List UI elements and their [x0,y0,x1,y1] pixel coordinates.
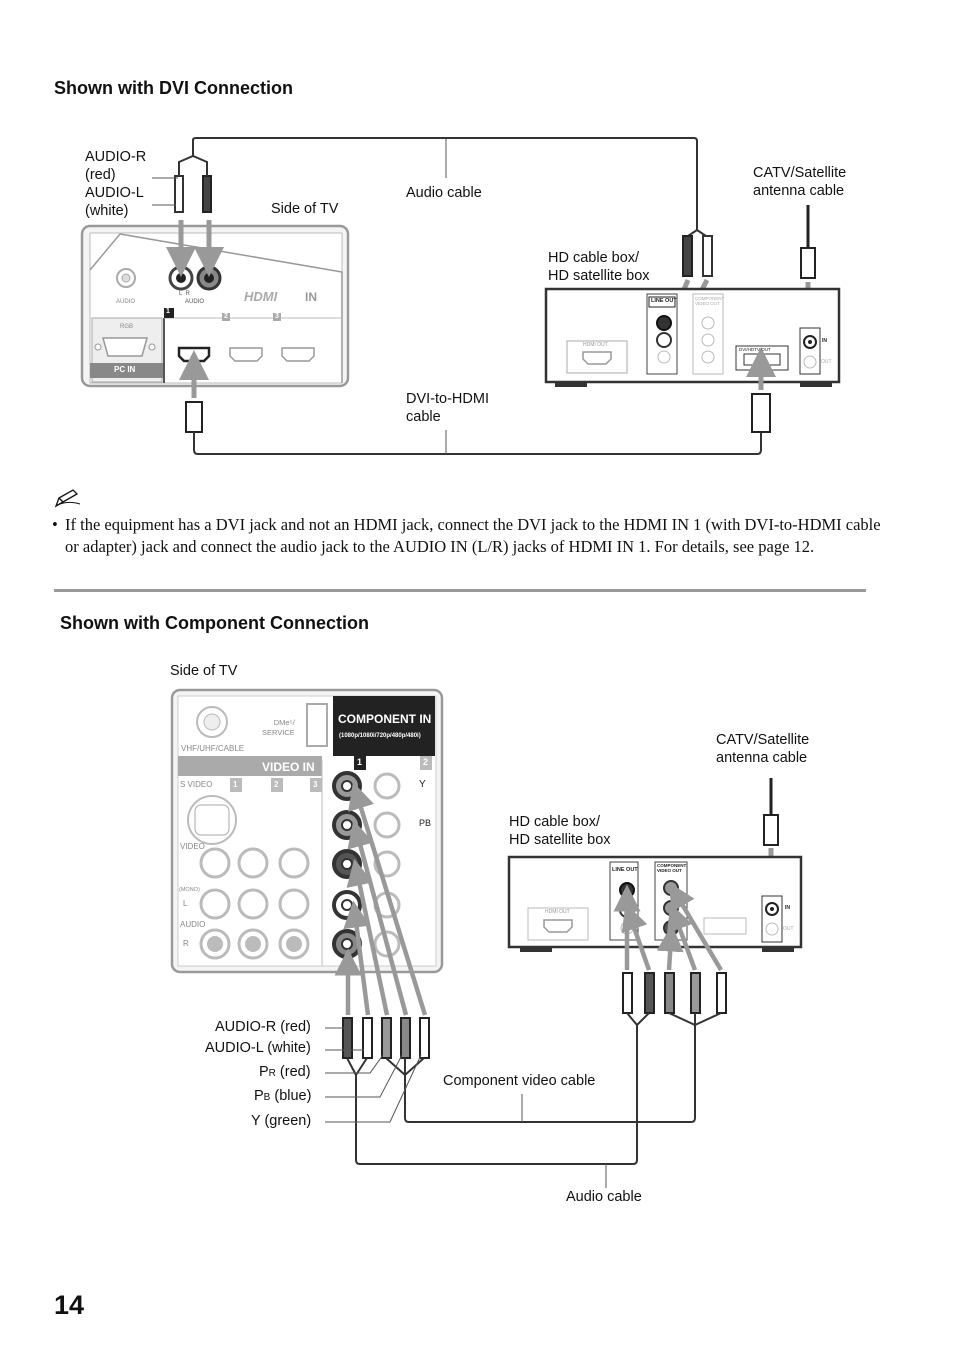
comp-tv-l-label: L [183,899,188,908]
dvi-box-hdmi-out: HDMI OUT [583,342,608,348]
comp-tv-audio-label: AUDIO [180,920,206,929]
comp-tv-port-2: 2 [274,780,279,789]
comp-pr-label [259,1064,311,1083]
comp-box-hdmi-out: HDMI OUT [545,909,570,915]
comp-tv-vhf-label: VHF/UHF/CABLE [181,744,245,753]
comp-tv-component-in: COMPONENT IN [338,712,432,726]
dvi-audio-cable-label: Audio cable [406,185,482,201]
comp-tv-svideo-label: S VIDEO [180,780,213,789]
dvi-tv-port-1: 1 [166,308,170,315]
dvi-box-dvi-out: DVI/HDTV OUT [739,347,771,352]
note-text: If the equipment has a DVI jack and not an HDMI jack, connect the DVI jack to the HDMI IN 1 (with DVI-to-HDMI cable or adapter) jack and connect the audio jack to the AUDIO IN (L/R) jacks of HDMI IN 1. For details, see page 12. [65,515,881,556]
note-paragraph [52,514,882,557]
comp-tv-comp-port-2: 2 [423,757,429,767]
dvi-side-of-tv-label: Side of TV [271,201,339,217]
comp-box-line-out: LINE OUT [612,867,638,873]
comp-pr-sub: R [268,1068,276,1079]
comp-audio-l-label: AUDIO-L (white) [205,1040,311,1056]
dvi-tv-audio-lr: L R [179,291,190,297]
dvi-tv-audio-label: AUDIO [116,299,136,305]
dvi-box-line-out: LINE OUT [651,298,677,304]
comp-catv-label: CATV/Satellite antenna cable [716,732,810,766]
dvi-hd-box [546,289,839,387]
dvi-tv-rgb-label: RGB [120,324,134,330]
section-divider [54,589,866,592]
component-section-title: Shown with Component Connection [60,613,369,633]
pencil-note-icon [54,488,82,508]
comp-pr-suffix: (red) [275,1064,311,1080]
dvi-audio-r-label: AUDIO-R (red) [85,149,147,183]
dvi-tv-port-3: 3 [275,313,279,320]
dvi-hd-box-label: HD cable box/ HD satellite box [548,250,650,284]
dvi-hdmi-cable-label: DVI-to-HDMI cable [406,391,489,425]
comp-tv-pb-label: PB [419,818,432,828]
dvi-tv-port-2: 2 [224,313,228,320]
dvi-section-title: Shown with DVI Connection [54,78,293,98]
comp-pr-letter: P [259,1064,269,1080]
comp-tv-dme-label: DMe⁵/ SERVICE [262,718,295,737]
comp-audio-r-label: AUDIO-R (red) [215,1019,311,1035]
comp-tv-video-in: VIDEO IN [262,760,315,774]
comp-box-in: IN [785,905,790,911]
dvi-tv-panel [82,226,348,386]
comp-tv-y-label: Y [419,779,426,790]
comp-hd-box-label: HD cable box/ HD satellite box [509,814,611,848]
note-bullet: • [52,515,58,534]
comp-pb-label [254,1088,311,1107]
comp-box-out: OUT [783,926,794,932]
comp-box-component-out: COMPONENT VIDEO OUT [657,863,687,873]
component-tv-plugs [343,1018,695,1164]
dvi-tv-audio-small: AUDIO [185,299,205,305]
svg-text:HDMI: HDMI [244,289,278,304]
comp-pb-letter: P [254,1088,264,1104]
comp-y-label: Y (green) [251,1113,312,1129]
comp-pb-suffix: (blue) [270,1088,312,1104]
dvi-tv-hdmi-in-label: IN [305,290,317,304]
comp-pb-sub: B [263,1092,271,1103]
comp-tv-port-1: 1 [233,780,238,789]
dvi-box-in: IN [822,338,827,344]
comp-side-of-tv-label: Side of TV [170,663,238,679]
page-number: 14 [54,1290,85,1320]
comp-audio-cable-label: Audio cable [566,1189,642,1205]
dvi-tv-pc-in-label: PC IN [114,365,136,374]
dvi-box-out: OUT [821,359,832,365]
component-hd-box [509,857,801,952]
dvi-box-component-out: COMPONENT VIDEO OUT [695,296,725,306]
comp-tv-video-label: VIDEO [180,842,205,851]
comp-video-cable-label: Component video cable [443,1073,596,1089]
dvi-catv-label: CATV/Satellite antenna cable [753,165,847,199]
comp-tv-component-res: (1080p/1080i/720p/480p/480i) [339,733,421,739]
comp-tv-comp-port-1: 1 [357,757,363,767]
comp-tv-r-label: R [183,939,189,948]
component-box-plugs [623,973,726,1025]
comp-tv-mono-label: (MONO) [179,887,200,893]
comp-tv-port-3: 3 [313,780,318,789]
dvi-audio-l-label: AUDIO-L (white) [85,185,144,219]
